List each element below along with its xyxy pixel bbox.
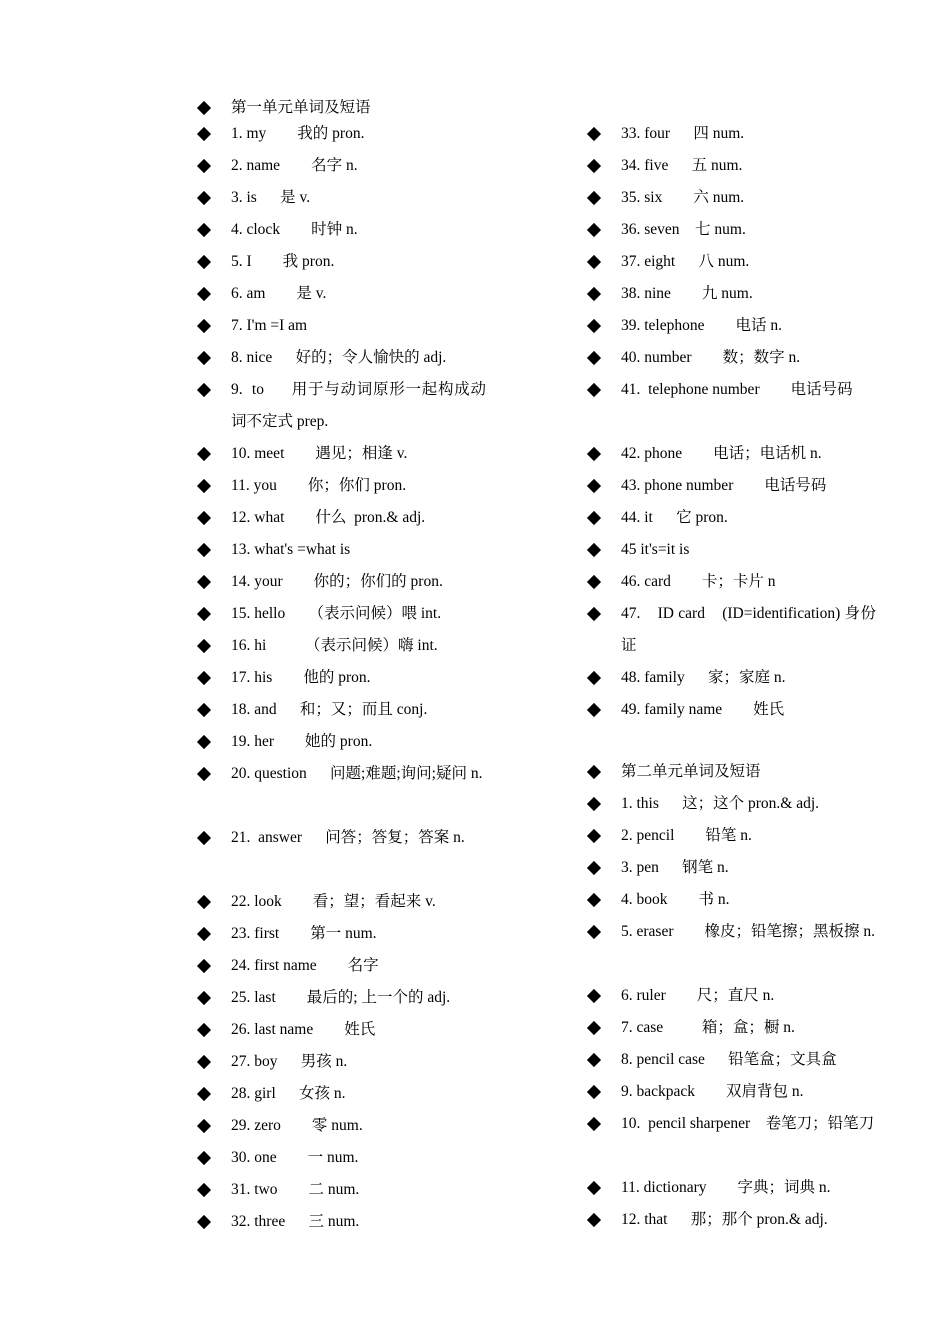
diamond-bullet-icon bbox=[586, 756, 608, 788]
vocab-entry-text: 6. am 是 v. bbox=[231, 285, 327, 302]
vocab-list-item bbox=[196, 598, 486, 630]
vocab-list-item bbox=[586, 534, 876, 566]
vocab-list-item bbox=[586, 820, 876, 852]
vocab-entry-text: 11. dictionary 字典；词典 n. bbox=[621, 1179, 831, 1196]
vocab-list-item bbox=[586, 788, 876, 820]
vocab-list-item bbox=[586, 1076, 876, 1108]
vocab-entry-text: 41. telephone number 电话号码 bbox=[621, 381, 853, 398]
vocab-list-item bbox=[196, 822, 486, 854]
vocab-list-item bbox=[196, 1174, 486, 1206]
diamond-bullet-icon bbox=[586, 916, 608, 948]
vocab-entry-text: 6. ruler 尺；直尺 n. bbox=[621, 987, 775, 1004]
vocab-entry-text: 42. phone 电话；电话机 n. bbox=[621, 445, 822, 462]
vocab-entry-text: 29. zero 零 num. bbox=[231, 1117, 363, 1134]
diamond-bullet-icon bbox=[196, 822, 218, 854]
vocab-entry-text: 25. last 最后的; 上一个的 adj. bbox=[231, 989, 451, 1006]
vocab-list-item bbox=[196, 982, 486, 1014]
vocab-entry-text: 27. boy 男孩 n. bbox=[231, 1053, 348, 1070]
vocab-entry-text: 24. first name 名字 bbox=[231, 957, 379, 974]
vocab-entry-text: 31. two 二 num. bbox=[231, 1181, 360, 1198]
vocab-entry-text: 第一单元单词及短语 bbox=[231, 99, 371, 116]
diamond-bullet-icon bbox=[586, 788, 608, 820]
vocab-entry-text: 48. family 家；家庭 n. bbox=[621, 669, 786, 686]
vocab-entry-text: 35. six 六 num. bbox=[621, 189, 745, 206]
diamond-bullet-icon bbox=[586, 534, 608, 566]
vocab-entry-text: 17. his 他的 pron. bbox=[231, 669, 371, 686]
vocab-entry-text: 37. eight 八 num. bbox=[621, 253, 750, 270]
vocab-entry-text: 44. it 它 pron. bbox=[621, 509, 728, 526]
diamond-bullet-icon bbox=[586, 1044, 608, 1076]
diamond-bullet-icon bbox=[196, 1014, 218, 1046]
vocab-list-item bbox=[586, 246, 876, 278]
vocab-list-item bbox=[586, 566, 876, 598]
vocab-entry-text: 30. one 一 num. bbox=[231, 1149, 359, 1166]
vocab-list-item bbox=[586, 1204, 876, 1236]
diamond-bullet-icon bbox=[196, 1110, 218, 1142]
diamond-bullet-icon bbox=[196, 918, 218, 950]
vocab-entry-text: 28. girl 女孩 n. bbox=[231, 1085, 346, 1102]
vocab-entry-text: 5. I 我 pron. bbox=[231, 253, 335, 270]
diamond-bullet-icon bbox=[586, 1012, 608, 1044]
vocab-list-item bbox=[196, 662, 486, 694]
vocab-entry-text: 3. is 是 v. bbox=[231, 189, 311, 206]
diamond-bullet-icon bbox=[196, 662, 218, 694]
vocab-list-item bbox=[586, 118, 876, 150]
vocab-list-item bbox=[586, 278, 876, 310]
vocab-list-item bbox=[196, 726, 486, 758]
vocab-list-item bbox=[586, 214, 876, 246]
vocab-entry-text: 7. case 箱；盒；橱 n. bbox=[621, 1019, 795, 1036]
diamond-bullet-icon bbox=[196, 886, 218, 918]
vocab-entry-text: 34. five 五 num. bbox=[621, 157, 743, 174]
vocab-list-item bbox=[586, 310, 876, 342]
vocab-entry-text: 46. card 卡；卡片 n bbox=[621, 573, 776, 590]
vocab-list-item bbox=[196, 886, 486, 918]
diamond-bullet-icon bbox=[586, 470, 608, 502]
vocab-list-item bbox=[586, 438, 876, 470]
diamond-bullet-icon bbox=[586, 374, 608, 406]
vocab-list-item bbox=[196, 118, 486, 150]
vocab-entry-text: 9. backpack 双肩背包 n. bbox=[621, 1083, 804, 1100]
diamond-bullet-icon bbox=[196, 1174, 218, 1206]
diamond-bullet-icon bbox=[196, 982, 218, 1014]
vocab-entry-text: 12. that 那；那个 pron.& adj. bbox=[621, 1211, 828, 1228]
vocab-entry-text: 19. her 她的 pron. bbox=[231, 733, 373, 750]
vocab-entry-text: 4. book 书 n. bbox=[621, 891, 730, 908]
vocab-list-item bbox=[586, 662, 876, 694]
section-heading bbox=[586, 756, 876, 788]
vocab-entry-text: 38. nine 九 num. bbox=[621, 285, 753, 302]
diamond-bullet-icon bbox=[586, 1076, 608, 1108]
vocab-entry-text: 8. nice 好的；令人愉快的 adj. bbox=[231, 349, 447, 366]
vocab-entry-text: 39. telephone 电话 n. bbox=[621, 317, 783, 334]
vocab-list-item bbox=[586, 884, 876, 916]
vocab-entry-text: 18. and 和；又；而且 conj. bbox=[231, 701, 428, 718]
vocab-list-item bbox=[196, 534, 486, 566]
vocab-list-item bbox=[586, 374, 876, 406]
diamond-bullet-icon bbox=[196, 694, 218, 726]
vocab-list-item bbox=[196, 566, 486, 598]
diamond-bullet-icon bbox=[586, 884, 608, 916]
vocab-list-item bbox=[196, 918, 486, 950]
diamond-bullet-icon bbox=[196, 374, 218, 406]
vocab-list-item bbox=[196, 1206, 486, 1238]
vocab-list-item bbox=[586, 342, 876, 374]
vocab-list-item bbox=[586, 1012, 876, 1044]
vocab-entry-text: 3. pen 钢笔 n. bbox=[621, 859, 729, 876]
vocab-list-item bbox=[196, 630, 486, 662]
diamond-bullet-icon bbox=[196, 1142, 218, 1174]
vocab-entry-text: 14. your 你的；你们的 pron. bbox=[231, 573, 443, 590]
diamond-bullet-icon bbox=[196, 598, 218, 630]
vocab-list-item bbox=[586, 502, 876, 534]
diamond-bullet-icon bbox=[196, 502, 218, 534]
diamond-bullet-icon bbox=[586, 118, 608, 150]
vocab-list-item bbox=[196, 1110, 486, 1142]
diamond-bullet-icon bbox=[586, 310, 608, 342]
diamond-bullet-icon bbox=[196, 150, 218, 182]
vocab-list-item bbox=[196, 502, 486, 534]
vocab-list-item bbox=[586, 1044, 876, 1076]
diamond-bullet-icon bbox=[586, 820, 608, 852]
diamond-bullet-icon bbox=[196, 182, 218, 214]
diamond-bullet-icon bbox=[586, 214, 608, 246]
vocab-entry-text: 20. question 问题;难题;询问;疑问 n. bbox=[231, 765, 483, 782]
vocab-list-item bbox=[586, 182, 876, 214]
diamond-bullet-icon bbox=[586, 182, 608, 214]
vocab-list-item bbox=[586, 694, 876, 726]
diamond-bullet-icon bbox=[196, 1078, 218, 1110]
vocab-list-item bbox=[196, 1046, 486, 1078]
diamond-bullet-icon bbox=[586, 278, 608, 310]
vocab-list-item bbox=[196, 278, 486, 310]
vocab-entry-text: 47. ID card (ID=identification) 身份证 bbox=[621, 605, 876, 654]
diamond-bullet-icon bbox=[586, 246, 608, 278]
vocab-list-item bbox=[196, 758, 486, 790]
vocab-entry-text: 23. first 第一 num. bbox=[231, 925, 377, 942]
diamond-bullet-icon bbox=[196, 1046, 218, 1078]
vocab-entry-text: 45 it's=it is bbox=[621, 541, 690, 558]
diamond-bullet-icon bbox=[196, 566, 218, 598]
vocab-list-item bbox=[196, 214, 486, 246]
vocab-list-item bbox=[586, 1172, 876, 1204]
diamond-bullet-icon bbox=[196, 630, 218, 662]
vocab-entry-text: 4. clock 时钟 n. bbox=[231, 221, 358, 238]
vocab-entry-text: 32. three 三 num. bbox=[231, 1213, 360, 1230]
diamond-bullet-icon bbox=[196, 950, 218, 982]
diamond-bullet-icon bbox=[196, 310, 218, 342]
vocab-entry-text: 第二单元单词及短语 bbox=[621, 763, 761, 780]
diamond-bullet-icon bbox=[196, 534, 218, 566]
vocab-list-item bbox=[586, 916, 876, 948]
vocab-list-item bbox=[196, 438, 486, 470]
diamond-bullet-icon bbox=[586, 502, 608, 534]
vocab-entry-text: 2. pencil 铅笔 n. bbox=[621, 827, 752, 844]
vocab-entry-text: 22. look 看；望；看起来 v. bbox=[231, 893, 436, 910]
vocab-entry-text: 10. pencil sharpener 卷笔刀；铅笔刀 bbox=[621, 1115, 875, 1132]
vocab-entry-text: 8. pencil case 铅笔盒；文具盒 bbox=[621, 1051, 837, 1068]
vocab-entry-text: 43. phone number 电话号码 bbox=[621, 477, 827, 494]
vocab-entry-text: 11. you 你；你们 pron. bbox=[231, 477, 407, 494]
vocab-entry-text: 1. my 我的 pron. bbox=[231, 125, 365, 142]
vocab-list-item bbox=[196, 342, 486, 374]
vocab-list-item bbox=[196, 1014, 486, 1046]
vocab-list-item bbox=[586, 1108, 876, 1140]
vocab-entry-text: 21. answer 问答；答复；答案 n. bbox=[231, 829, 465, 846]
diamond-bullet-icon bbox=[586, 1204, 608, 1236]
vocab-list-item bbox=[586, 980, 876, 1012]
vocab-entry-text: 26. last name 姓氏 bbox=[231, 1021, 376, 1038]
diamond-bullet-icon bbox=[586, 598, 608, 630]
diamond-bullet-icon bbox=[196, 438, 218, 470]
diamond-bullet-icon bbox=[586, 566, 608, 598]
diamond-bullet-icon bbox=[196, 214, 218, 246]
diamond-bullet-icon bbox=[586, 1108, 608, 1140]
diamond-bullet-icon bbox=[196, 278, 218, 310]
diamond-bullet-icon bbox=[586, 980, 608, 1012]
vocab-list-item bbox=[196, 470, 486, 502]
diamond-bullet-icon bbox=[196, 758, 218, 790]
vocab-list-item bbox=[196, 182, 486, 214]
vocab-entry-text: 15. hello （表示问候）喂 int. bbox=[231, 605, 442, 622]
vocab-entry-text: 36. seven 七 num. bbox=[621, 221, 746, 238]
vocab-entry-text: 1. this 这；这个 pron.& adj. bbox=[621, 795, 820, 812]
vocab-entry-text: 5. eraser 橡皮；铅笔擦；黑板擦 n. bbox=[621, 923, 875, 940]
vocab-entry-text: 9. to 用于与动词原形一起构成动词不定式 prep. bbox=[231, 381, 486, 430]
vocab-entry-text: 16. hi （表示问候）嗨 int. bbox=[231, 637, 438, 654]
vocab-list-item bbox=[196, 310, 486, 342]
vocab-list-item bbox=[586, 598, 876, 662]
vocab-list-item bbox=[196, 694, 486, 726]
vocab-entry-text: 12. what 什么 pron.& adj. bbox=[231, 509, 426, 526]
diamond-bullet-icon bbox=[586, 342, 608, 374]
diamond-bullet-icon bbox=[196, 342, 218, 374]
vocab-entry-text: 2. name 名字 n. bbox=[231, 157, 358, 174]
vocab-entry-text: 49. family name 姓氏 bbox=[621, 701, 785, 718]
vocab-list-item bbox=[586, 150, 876, 182]
diamond-bullet-icon bbox=[586, 852, 608, 884]
vocab-list-item bbox=[196, 150, 486, 182]
diamond-bullet-icon bbox=[586, 150, 608, 182]
diamond-bullet-icon bbox=[196, 246, 218, 278]
vocab-list-item bbox=[586, 852, 876, 884]
diamond-bullet-icon bbox=[196, 1206, 218, 1238]
diamond-bullet-icon bbox=[586, 1172, 608, 1204]
diamond-bullet-icon bbox=[586, 662, 608, 694]
vocab-list-item bbox=[586, 470, 876, 502]
diamond-bullet-icon bbox=[196, 118, 218, 150]
vocab-entry-text: 13. what's =what is bbox=[231, 541, 351, 558]
vocab-entry-text: 33. four 四 num. bbox=[621, 125, 745, 142]
diamond-bullet-icon bbox=[586, 438, 608, 470]
diamond-bullet-icon bbox=[586, 694, 608, 726]
vocab-list-item bbox=[196, 1078, 486, 1110]
vocab-list-item bbox=[196, 950, 486, 982]
vocab-list-item bbox=[196, 246, 486, 278]
diamond-bullet-icon bbox=[196, 726, 218, 758]
vocab-entry-text: 10. meet 遇见；相逢 v. bbox=[231, 445, 408, 462]
diamond-bullet-icon bbox=[196, 470, 218, 502]
vocab-list-item bbox=[196, 1142, 486, 1174]
vocab-list-item bbox=[196, 374, 486, 438]
vocab-entry-text: 7. I'm =I am bbox=[231, 317, 308, 334]
vocab-entry-text: 40. number 数；数字 n. bbox=[621, 349, 801, 366]
